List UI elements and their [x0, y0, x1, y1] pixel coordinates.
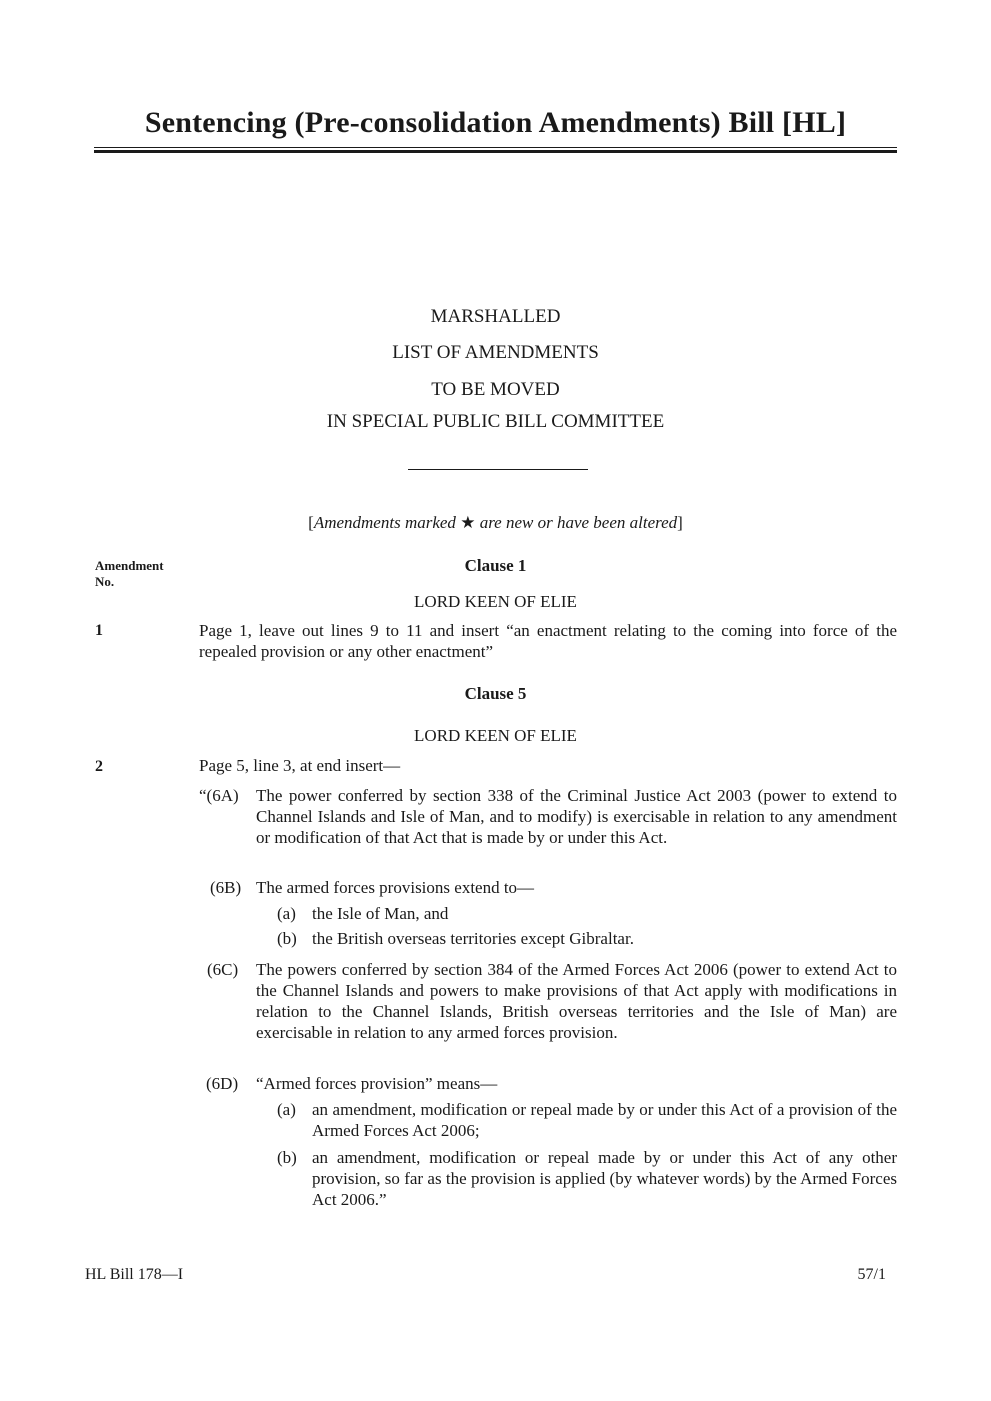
item-text: an amendment, modification or repeal made by or under this Act of a provision of the Armed Forces Act 2006;	[312, 1100, 897, 1140]
item-label: (a)	[277, 1100, 296, 1119]
item-label: (b)	[277, 929, 297, 948]
note-text-after: are new or have been altered	[479, 513, 678, 532]
heading-line-3: TO BE MOVED	[431, 379, 560, 400]
subsection-text: “Armed forces provision” means—	[256, 1074, 498, 1093]
amendment-text: Page 1, leave out lines 9 to 11 and insert “an enactment relating to the coming into force of the repealed provision or any other enactment”	[199, 621, 897, 661]
amendment-number: 1	[95, 622, 103, 639]
heading-line-2: LIST OF AMENDMENTS	[392, 342, 599, 363]
star-icon: ★	[460, 513, 476, 532]
page-reference: 57/1	[857, 1266, 886, 1283]
document-title: Sentencing (Pre-consolidation Amendments) Bill [HL]	[144, 106, 847, 139]
amendments-note	[94, 513, 897, 533]
clause-heading: Clause 1	[464, 556, 527, 575]
member-name: LORD KEEN OF ELIE	[414, 726, 577, 745]
title-rule-thin	[94, 147, 897, 148]
item-text: an amendment, modification or repeal made by or under this Act of any other provision, so far as the provision is applied (by whatever words) by the Armed Forces Act 2006.”	[312, 1148, 897, 1209]
heading-line-1: MARSHALLED	[430, 306, 561, 327]
note-close-bracket: ]	[677, 513, 683, 532]
member-name: LORD KEEN OF ELIE	[414, 592, 577, 611]
amendment-intro: Page 5, line 3, at end insert—	[199, 756, 401, 775]
subsection-text: The armed forces provisions extend to—	[256, 878, 535, 897]
subsection-label: “(6A)	[199, 786, 239, 805]
amendment-header-line-2: No.	[95, 574, 115, 589]
title-rule-thick	[94, 150, 897, 153]
item-label: (b)	[277, 1148, 297, 1167]
item-label: (a)	[277, 904, 296, 923]
subsection-text: The power conferred by section 338 of the Criminal Justice Act 2003 (power to extend to Channel Islands and Isle of Man, and to modify) is exercisable in relation to any amendment or modification of that Act that is made by or under this Act.	[256, 786, 897, 847]
item-text: the British overseas territories except Gibraltar.	[312, 929, 634, 948]
subsection-label: (6C)	[207, 960, 239, 979]
heading-divider	[408, 469, 588, 470]
note-open-bracket: [	[308, 513, 314, 532]
amendment-number: 2	[95, 758, 103, 775]
item-text: the Isle of Man, and	[312, 904, 449, 923]
bill-reference: HL Bill 178—I	[85, 1266, 184, 1283]
clause-heading: Clause 5	[464, 684, 527, 703]
subsection-label: (6B)	[210, 878, 242, 897]
subsection-text: The powers conferred by section 384 of the Armed Forces Act 2006 (power to extend Act to the Channel Islands and powers to make provisions of that Act apply with modifications in relation to the Channel Islands, British overseas territories and the Isle of Man) are exercisable in relation to any armed forces provision.	[256, 960, 897, 1042]
note-text-before: Amendments marked	[313, 513, 456, 532]
heading-line-4: IN SPECIAL PUBLIC BILL COMMITTEE	[326, 411, 665, 432]
amendment-header-line-1: Amendment	[95, 558, 164, 573]
subsection-label: (6D)	[206, 1074, 239, 1093]
